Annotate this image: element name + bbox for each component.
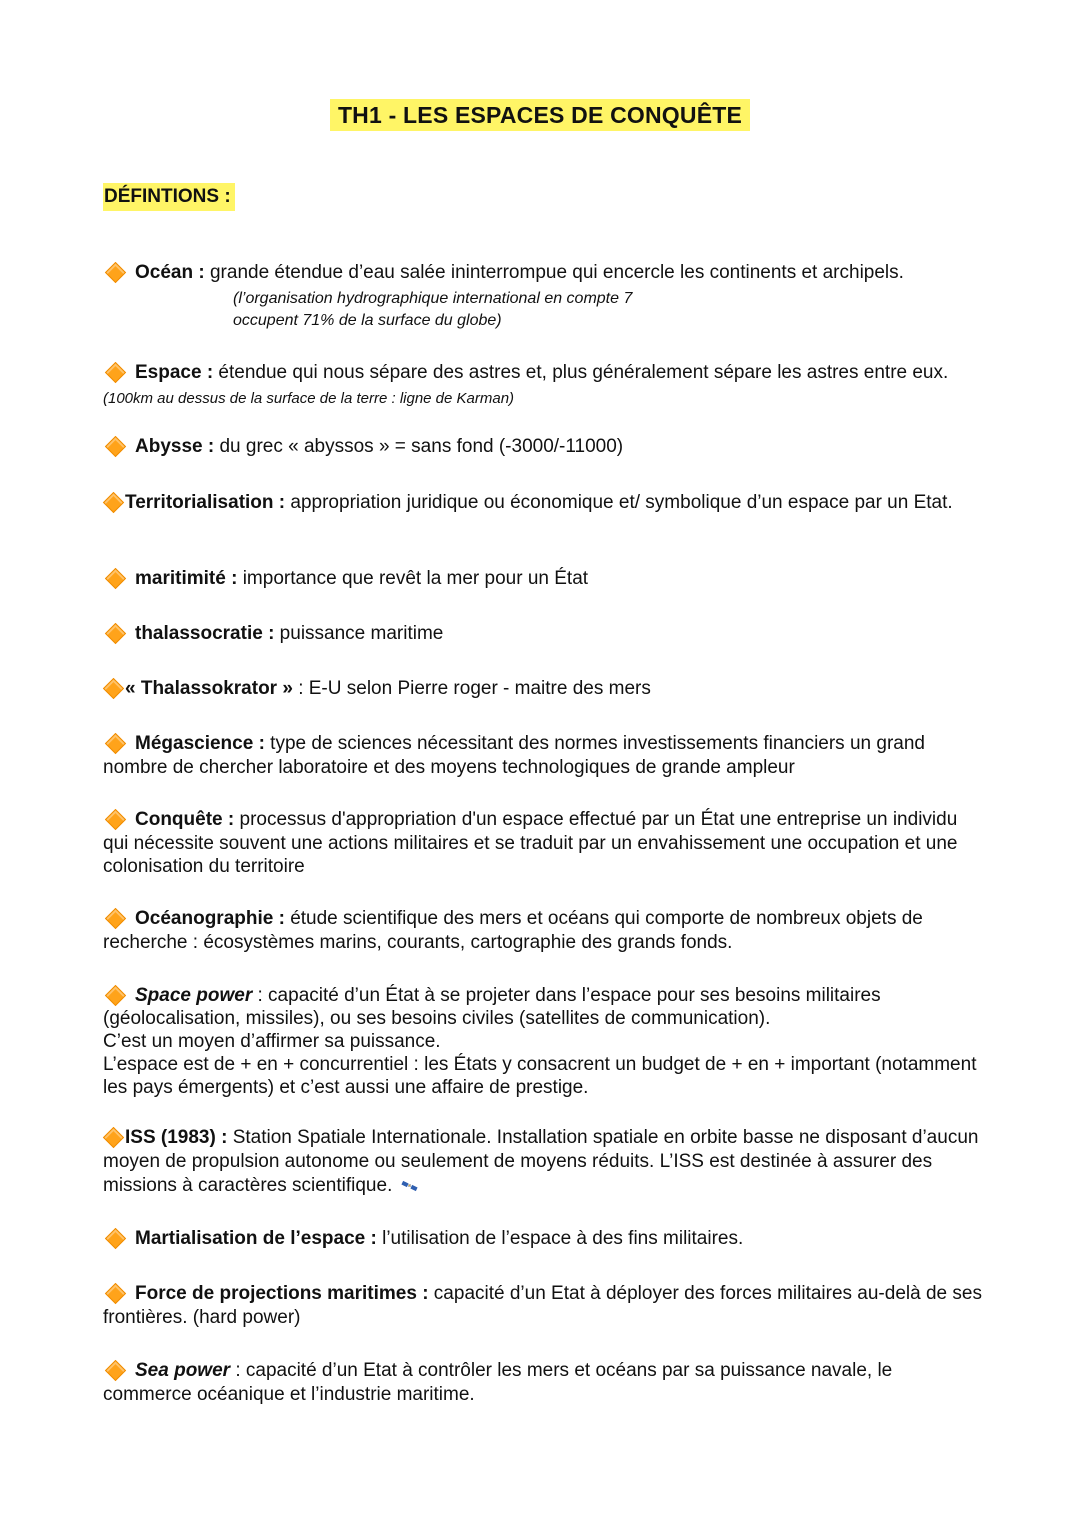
orange-diamond-icon <box>105 809 126 830</box>
definition-text: étude scientifique des mers et océans qui comporte de nombreux objets de recherche : écosystèmes marins, courants, cartographie des grands fonds. <box>103 908 923 953</box>
term-label: Abysse : <box>135 436 215 457</box>
definition-text: appropriation juridique ou économique et/ symbolique d’un espace par un Etat. <box>285 492 953 513</box>
definition-text: l’utilisation de l’espace à des fins militaires. <box>376 1228 744 1249</box>
term-label: Mégascience : <box>135 733 265 754</box>
term-label: Océan : <box>135 262 205 283</box>
definition-text: puissance maritime <box>274 623 444 644</box>
orange-diamond-icon <box>105 985 126 1006</box>
orange-diamond-icon <box>105 908 126 929</box>
definition-text: : capacité d’un Etat à contrôler les mers et océans par sa puissance navale, le commerce océanique et l’industrie maritime. <box>103 1360 893 1405</box>
definition-territorialisation <box>103 491 983 515</box>
orange-diamond-icon <box>105 568 126 589</box>
definition-thalassocratie <box>103 622 983 646</box>
space-power-main <box>103 984 983 1030</box>
ocean-note <box>233 288 933 332</box>
definition-oceanographie <box>103 907 983 955</box>
definition-space-power <box>103 984 983 1099</box>
definition-martialisation <box>103 1227 983 1251</box>
term-label: Force de projections maritimes : <box>135 1283 429 1304</box>
term-label: ISS (1983) : <box>125 1127 228 1148</box>
orange-diamond-icon <box>105 1228 126 1249</box>
page-title-wrapper <box>0 102 1080 129</box>
definition-text: du grec « abyssos » = sans fond (-3000/-11000) <box>214 436 624 457</box>
definition-ocean <box>103 261 983 285</box>
espace-note: (100km au dessus de la surface de la terre : ligne de Karman) <box>103 390 515 407</box>
orange-diamond-icon <box>105 733 126 754</box>
orange-diamond-icon <box>103 678 124 699</box>
definition-text: type de sciences nécessitant des normes investissements financiers un grand nombre de chercher laboratoire et des moyens technologiques de grande ampleur <box>103 733 925 778</box>
term-label: thalassocratie : <box>135 623 275 644</box>
term-label: Martialisation de l’espace : <box>135 1228 377 1249</box>
definition-text: importance que revêt la mer pour un État <box>237 568 589 589</box>
definition-sea-power <box>103 1359 983 1407</box>
page-title: TH1 - LES ESPACES DE CONQUÊTE <box>330 99 750 131</box>
definition-iss <box>103 1126 983 1198</box>
definition-text: : E-U selon Pierre roger - maitre des mers <box>292 678 651 699</box>
definition-thalassokrator <box>103 677 983 701</box>
term-label: Sea power <box>135 1360 231 1381</box>
term-label: « Thalassokrator » <box>125 678 293 699</box>
orange-diamond-icon <box>103 1127 124 1148</box>
definition-maritimite <box>103 567 983 591</box>
definition-text: processus d'appropriation d'un espace effectué par un État une entreprise un individu qui nécessite souvent une actions militaires et se traduit par un envahissement une occupation et une colonisation du territoire <box>103 809 958 877</box>
orange-diamond-icon <box>105 262 126 283</box>
space-power-line-3: L’espace est de + en + concurrentiel : les États y consacrent un budget de + en + important (notamment les pays émergents) et c’est aussi une affaire de prestige. <box>103 1054 977 1098</box>
definition-text: capacité d’un Etat à déployer des forces militaires au-delà de ses frontières. (hard power) <box>103 1283 982 1328</box>
term-label: Space power <box>135 985 253 1006</box>
term-label: Territorialisation : <box>125 492 286 513</box>
space-power-line-2: C’est un moyen d’affirmer sa puissance. <box>103 1031 441 1052</box>
ocean-note-line-2: occupent 71% de la surface du globe) <box>233 312 502 329</box>
orange-diamond-icon <box>105 436 126 457</box>
definition-text: : capacité d’un État à se projeter dans l’espace pour ses besoins militaires (géolocalisation, missiles), ou ses besoins civiles (satellites de communication). <box>103 985 881 1029</box>
orange-diamond-icon <box>105 362 126 383</box>
orange-diamond-icon <box>105 1283 126 1304</box>
ocean-note-line-1: (l’organisation hydrographique international en compte 7 <box>233 290 633 307</box>
term-label: Espace : <box>135 362 214 383</box>
definition-espace <box>103 361 983 411</box>
definition-force-projection <box>103 1282 983 1330</box>
term-label: Conquête : <box>135 809 235 830</box>
definition-text: grande étendue d’eau salée ininterrompue qui encercle les continents et archipels. <box>204 262 904 283</box>
definition-conquete <box>103 808 983 879</box>
definition-text: Station Spatiale Internationale. Installation spatiale en orbite basse ne disposant d’aucun moyen de propulsion autonome ou seulement de moyens réduits. L’ISS est destinée à assurer des missions à caractères scientifique. <box>103 1127 979 1196</box>
definition-megascience <box>103 732 983 780</box>
definition-text: étendue qui nous sépare des astres et, plus généralement sépare les astres entre eux. <box>213 362 949 383</box>
satellite-icon <box>401 1180 419 1192</box>
term-label: Océanographie : <box>135 908 285 929</box>
definition-abysse <box>103 435 983 459</box>
orange-diamond-icon <box>103 492 124 513</box>
orange-diamond-icon <box>105 623 126 644</box>
orange-diamond-icon <box>105 1360 126 1381</box>
section-heading: DÉFINTIONS : <box>103 183 235 211</box>
term-label: maritimité : <box>135 568 238 589</box>
